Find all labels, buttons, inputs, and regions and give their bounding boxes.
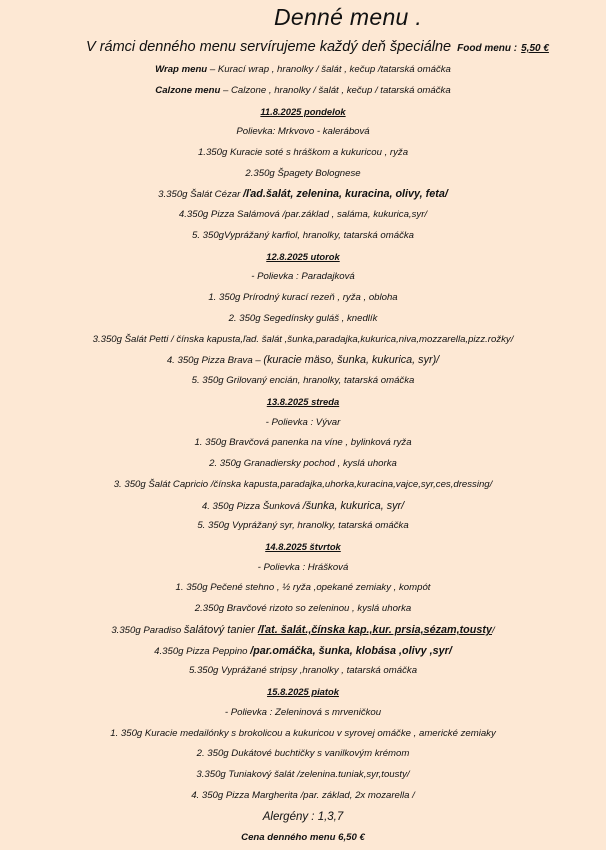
food-menu-price: 5,50 €	[521, 43, 549, 54]
menu-item	[0, 354, 606, 367]
menu-item: 3.350g Šalát Petti / čínska kapusta,ľad. šalát ,šunka,paradajka,kukurica,niva,mozzarella,pizz.rožky/	[92, 334, 514, 345]
item-text: 4. 350g Pizza Šunková	[201, 501, 303, 512]
soup-wednesday: - Polievka : Vývar	[265, 417, 341, 428]
item-end: /	[491, 625, 495, 636]
menu-item: 1. 350g Bravčová panenka na víne , bylinková ryža	[194, 437, 412, 448]
day-header-wednesday: 13.8.2025 streda	[266, 396, 340, 407]
menu-item: 4. 350g Pizza Margherita /par. základ, 2x mozarella /	[191, 790, 415, 801]
menu-item: 1.350g Kuracie soté s hráškom a kukuricou , ryža	[197, 147, 409, 158]
day-header-thursday: 14.8.2025 štvrtok	[265, 541, 341, 552]
soup-monday: Polievka: Mrkvovo - kalerábová	[236, 126, 370, 137]
item-highlight: šalátový tanier	[183, 624, 258, 636]
food-menu-label: Food menu :	[457, 43, 518, 54]
item-text: 3.350g Šalát Cézar	[158, 189, 243, 200]
menu-item	[0, 500, 606, 513]
wrap-menu-label: Wrap menu	[155, 64, 208, 75]
day-header-friday: 15.8.2025 piatok	[267, 686, 339, 697]
menu-item: 2. 350g Segedínsky guláš , knedlík	[228, 313, 378, 324]
item-ingredients: /ľad.šalát, zelenina, kuracina, olivy, feta/	[242, 188, 448, 200]
soup-tuesday: - Polievka : Paradajková	[251, 271, 355, 282]
subtitle-text: V rámci denného menu servírujeme každý deň špeciálne	[86, 39, 452, 55]
item-text: 3.350g Paradiso	[111, 625, 184, 636]
item-ingredients: /šunka, kukurica, syr/	[302, 500, 405, 512]
item-text: 4. 350g Pizza Brava –	[166, 355, 264, 366]
menu-item: 2. 350g Granadiersky pochod , kyslá uhorka	[209, 458, 397, 469]
page-title: Denné menu .	[273, 4, 423, 30]
menu-item: 4.350g Pizza Salámová /par.základ , saláma, kukurica,syr/	[178, 209, 428, 220]
menu-item: 3.350g Tuniakový šalát /zelenina.tuniak,syr,tousty/	[196, 769, 410, 780]
menu-item	[0, 624, 606, 637]
wrap-menu-line	[0, 64, 606, 76]
item-ingredients: /ľat. šalát.,čínska kap.,kur. prsia,sézam,tousty	[257, 624, 492, 636]
menu-item: 5. 350gVyprážaný karfiol, hranolky, tatarská omáčka	[191, 230, 414, 241]
item-text: 4.350g Pizza Peppino	[154, 646, 251, 657]
menu-item: 2. 350g Dukátové buchtičky s vanilkovým krémom	[196, 748, 410, 759]
day-header-monday: 11.8.2025 pondelok	[260, 106, 346, 117]
item-ingredients: (kuracie mäso, šunka, kukurica, syr)/	[263, 354, 440, 366]
menu-item: 1. 350g Kuracie medailónky s brokolicou a kukuricou v syrovej omáčke , americké zemiaky	[110, 728, 496, 739]
allergens: Alergény : 1,3,7	[262, 811, 344, 823]
menu-item: 5.350g Vyprážané stripsy ,hranolky , tatarská omáčka	[188, 665, 418, 676]
subtitle	[86, 39, 549, 55]
soup-friday: - Polievka : Zeleninová s mrveničkou	[224, 707, 382, 718]
menu-item: 2.350g Bravčové rizoto so zeleninou , kyslá uhorka	[194, 603, 412, 614]
menu-item: 1. 350g Pečené stehno , ½ ryža ,opekané zemiaky , kompót	[175, 582, 431, 593]
menu-item	[0, 188, 606, 201]
wrap-menu-text: – Kurací wrap , hranolky / šalát , kečup /tatarská omáčka	[207, 64, 451, 75]
calzone-menu-text: – Calzone , hranolky / šalát , kečup / tatarská omáčka	[220, 85, 451, 96]
menu-item: 1. 350g Prírodný kurací rezeň , ryža , obloha	[208, 292, 398, 303]
menu-item: 3. 350g Šalát Capricio /čínska kapusta,paradajka,uhorka,kuracina,vajce,syr,ces,dressing/	[113, 479, 493, 490]
menu-price: Cena denného menu 6,50 €	[241, 832, 365, 843]
soup-thursday: - Polievka : Hrášková	[257, 562, 349, 573]
calzone-menu-line	[0, 85, 606, 97]
calzone-menu-label: Calzone menu	[155, 85, 221, 96]
menu-item: 2.350g Špagety Bolognese	[245, 168, 361, 179]
menu-item	[0, 645, 606, 658]
menu-item: 5. 350g Vyprážaný syr, hranolky, tatarská omáčka	[197, 520, 409, 531]
menu-item: 5. 350g Grilovaný encián, hranolky, tatarská omáčka	[191, 375, 415, 386]
item-ingredients: /par.omáčka, šunka, klobása ,olivy ,syr/	[250, 645, 452, 657]
day-header-tuesday: 12.8.2025 utorok	[266, 251, 340, 262]
